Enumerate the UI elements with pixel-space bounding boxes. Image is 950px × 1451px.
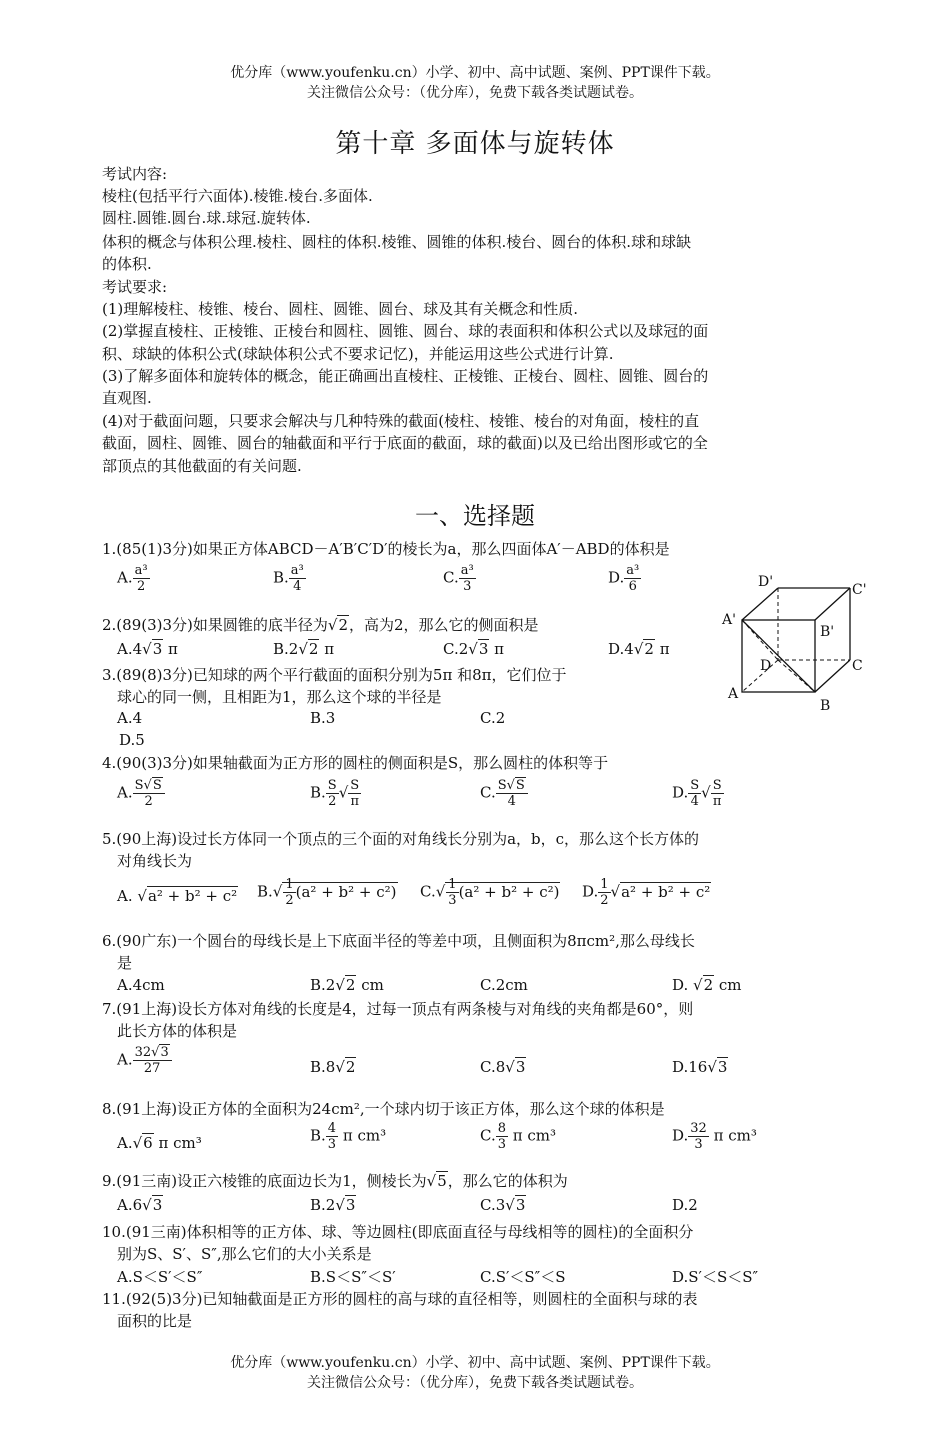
q3-option-a: A.4 [117,709,143,727]
cube-label-c: C [852,658,863,674]
question-10: 10.(91三南)体积相等的正方体、球、等边圆柱(即底面直径与母线相等的圆柱)的全面积分 [102,1223,694,1241]
q4-option-d: D. $\frac{S}{4}$ √ $\frac{S}{\pi}$ [672,778,722,809]
req-line: (3)了解多面体和旋转体的概念，能正确画出直棱柱、正棱锥、正棱台、圆柱、圆锥、圆台的 [102,367,709,385]
q8-option-b: B. $\frac{4}{3}$ π cm³ [310,1121,387,1152]
question-6: 6.(90广东)一个圆台的母线长是上下底面半径的等差中项，且侧面积为8πcm²,那么母线长 [102,932,695,950]
q9-option-d: D.2 [672,1196,698,1214]
question-3: 3.(89(8)3分)已知球的两个平行截面的面积分别为5π 和8π，它们位于 [102,666,567,684]
q2-option-d: D.4√2 π [608,640,670,658]
footer-line-2: 关注微信公众号：（优分库），免费下载各类试题试卷。 [307,1375,643,1391]
cube-label-a-prime: A' [722,612,736,628]
q5-option-b: B.√ $\frac{1}{2}$ (a² + b² + c²) [257,877,397,908]
content-line: 体积的概念与体积公理.棱柱、圆柱的体积.棱锥、圆锥的体积.棱台、圆台的体积.球和球缺 [102,233,692,251]
q2-option-a: A.4√3 π [117,640,178,658]
question-8: 8.(91上海)设正方体的全面积为24cm²,一个球内切于该正方体，那么这个球的体积是 [102,1100,665,1118]
q6-option-d: D. √2 cm [672,976,742,994]
q5-option-a: A. √a² + b² + c² [117,887,238,905]
content-line: 圆柱.圆锥.圆台.球.球冠.旋转体. [102,209,311,227]
header-line-2: 关注微信公众号：（优分库），免费下载各类试题试卷。 [307,85,643,101]
q8-option-a: A.√6 π cm³ [117,1134,202,1152]
req-line: (2)掌握直棱柱、正棱锥、正棱台和圆柱、圆锥、圆台、球的表面积和体积公式以及球冠的面 [102,322,709,340]
q10-option-a: A.S＜S′＜S″ [117,1268,203,1286]
q2-option-c: C.2√3 π [443,640,505,658]
question-11-cont: 面积的比是 [117,1312,193,1330]
q7-option-c: C.8√3 [480,1058,526,1076]
q3-option-b: B.3 [310,709,336,727]
question-4: 4.(90(3)3分)如果轴截面为正方形的圆柱的侧面积是S，那么圆柱的体积等于 [102,754,609,772]
q5-option-c: C.√ $\frac{1}{3}$ (a² + b² + c²) [420,877,560,908]
q5-option-d: D. $\frac{1}{2}$ √a² + b² + c² [582,877,711,908]
q7-option-a: A. $\frac{32√3}{27}$ [117,1045,172,1076]
footer-line-1: 优分库（www.youfenku.cn）小学、初中、高中试题、案例、PPT课件下载。 [230,1355,720,1371]
question-7: 7.(91上海)设长方体对角线的长度是4，过每一顶点有两条棱与对角线的夹角都是60°，则 [102,1000,694,1018]
question-5: 5.(90上海)设过长方体同一个顶点的三个面的对角线长分别为a，b，c，那么这个长方体的 [102,830,700,848]
content-label: 考试内容: [102,165,168,183]
q1-option-b: B. $\frac{\text{a³}}{4}$ [273,563,304,594]
q2-option-b: B.2√2 π [273,640,335,658]
section-title: 一、选择题 [415,502,535,530]
q1-option-c: C. $\frac{\text{a³}}{3}$ [443,563,474,594]
q6-option-a: A.4cm [117,976,165,994]
req-line: 直观图. [102,389,152,407]
cube-label-d-prime: D' [758,574,774,590]
q10-option-b: B.S＜S″＜S′ [310,1268,396,1286]
q4-option-a: A. $\frac{S√S}{2}$ [117,778,165,809]
cube-label-c-prime: C' [852,582,867,598]
req-line: 截面，圆柱、圆锥、圆台的轴截面和平行于底面的截面，球的截面)以及已给出图形或它的全 [102,434,708,452]
question-11: 11.(92(5)3分)已知轴截面是正方形的圆柱的高与球的直径相等，则圆柱的全面积与球的表 [102,1290,698,1308]
q10-option-c: C.S′＜S″＜S [480,1268,566,1286]
requirements-label: 考试要求: [102,278,168,296]
q7-option-d: D.16√3 [672,1058,728,1076]
question-2: 2.(89(3)3分)如果圆锥的底半径为√2，高为2，那么它的侧面积是 [102,616,539,634]
question-6-cont: 是 [117,954,133,972]
q8-option-d: D. $\frac{32}{3}$ π cm³ [672,1121,757,1152]
q7-option-b: B.8√2 [310,1058,356,1076]
header-line-1: 优分库（www.youfenku.cn）小学、初中、高中试题、案例、PPT课件下载。 [230,65,720,81]
content-line: 的体积. [102,255,152,273]
cube-label-a: A [728,686,739,702]
q1-option-a: A. $\frac{\text{a³}}{2}$ [117,563,148,594]
q1-option-d: D. $\frac{\text{a³}}{6}$ [608,563,640,594]
cube-label-d: D [760,658,772,674]
q9-option-c: C.3√3 [480,1196,526,1214]
q4-option-b: B. $\frac{S}{2}$ √ $\frac{S}{\pi}$ [310,778,360,809]
q6-option-c: C.2cm [480,976,528,994]
question-10-cont: 别为S、S′、S″,那么它们的大小关系是 [117,1245,372,1263]
question-1: 1.(85(1)3分)如果正方体ABCD－A′B′C′D′的棱长为a，那么四面体A′－ABD的体积是 [102,540,670,558]
q4-option-c: C. $\frac{S√S}{4}$ [480,778,528,809]
content-line: 棱柱(包括平行六面体).棱锥.棱台.多面体. [102,187,373,205]
q9-option-a: A.6√3 [117,1196,163,1214]
question-7-cont: 此长方体的体积是 [117,1022,238,1040]
q10-option-d: D.S′＜S＜S″ [672,1268,759,1286]
req-line: 部顶点的其他截面的有关问题. [102,457,302,475]
q3-option-c: C.2 [480,709,506,727]
q3-option-d: D.5 [119,731,145,749]
cube-label-b-prime: B' [820,624,835,640]
question-9: 9.(91三南)设正六棱锥的底面边长为1，侧棱长为√5，那么它的体积为 [102,1172,568,1190]
question-5-cont: 对角线长为 [117,852,193,870]
q9-option-b: B.2√3 [310,1196,356,1214]
q6-option-b: B.2√2 cm [310,976,384,994]
q8-option-c: C. $\frac{8}{3}$ π cm³ [480,1121,557,1152]
cube-figure [720,570,870,715]
chapter-title: 第十章 多面体与旋转体 [335,129,615,159]
cube-label-b: B [820,698,831,714]
req-line: (1)理解棱柱、棱锥、棱台、圆柱、圆锥、圆台、球及其有关概念和性质. [102,300,579,318]
question-3-cont: 球心的同一侧，且相距为1，那么这个球的半径是 [117,688,442,706]
req-line: 积、球缺的体积公式(球缺体积公式不要求记忆)，并能运用这些公式进行计算. [102,345,614,363]
req-line: (4)对于截面问题，只要求会解决与几种特殊的截面(棱柱、棱锥、棱台的对角面，棱柱的直 [102,412,700,430]
